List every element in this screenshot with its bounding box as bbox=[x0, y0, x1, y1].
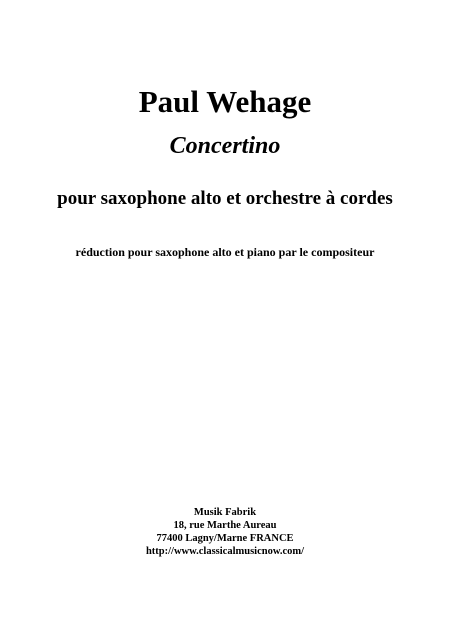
publisher-website: http://www.classicalmusicnow.com/ bbox=[145, 546, 305, 557]
publisher-city: 77400 Lagny/Marne FRANCE bbox=[156, 533, 294, 544]
publisher-block bbox=[0, 506, 450, 558]
publisher-name: Musik Fabrik bbox=[193, 507, 257, 518]
reduction-note: réduction pour saxophone alto et piano par le compositeur bbox=[75, 245, 375, 259]
composer-name: Paul Wehage bbox=[138, 84, 312, 119]
work-title: Concertino bbox=[169, 133, 281, 159]
publisher-street: 18, rue Marthe Aureau bbox=[173, 520, 277, 531]
instrumentation-subtitle: pour saxophone alto et orchestre à cordes bbox=[57, 188, 393, 209]
